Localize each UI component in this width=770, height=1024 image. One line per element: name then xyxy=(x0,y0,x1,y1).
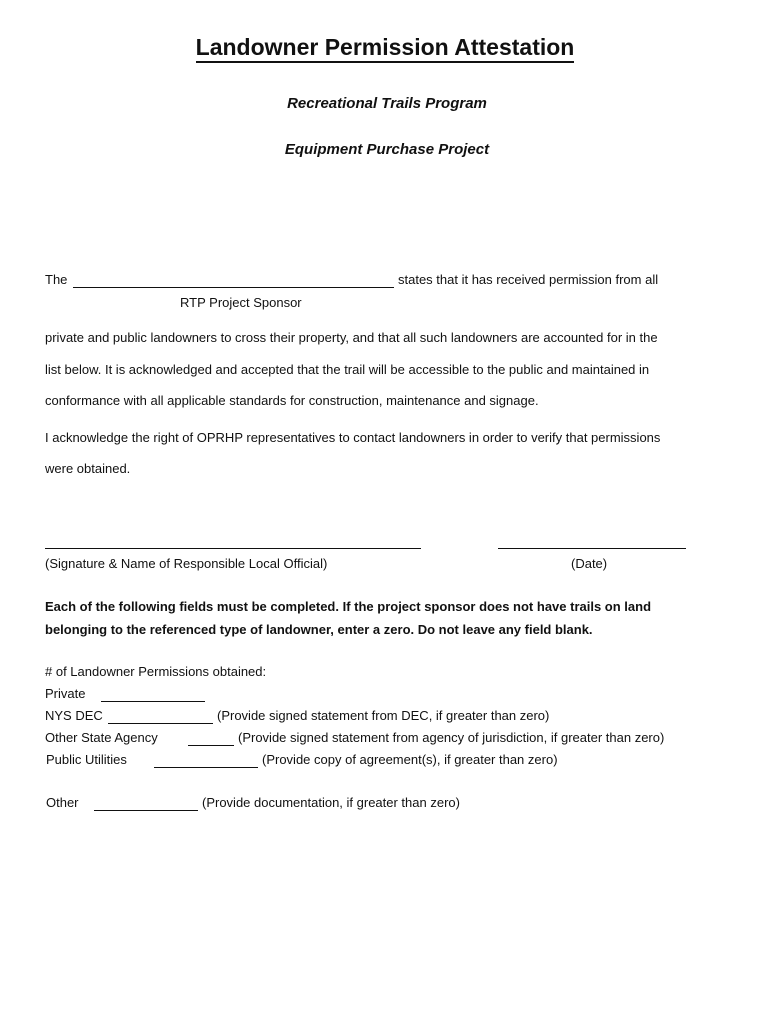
state-agency-note: (Provide signed statement from agency of jurisdiction, if greater than zero) xyxy=(238,730,665,745)
instructions-line2: belonging to the referenced type of landowner, enter a zero. Do not leave any field blank. xyxy=(45,622,593,637)
other-count-field[interactable] xyxy=(94,810,198,811)
state-agency-count-field[interactable] xyxy=(188,745,234,746)
private-count-field[interactable] xyxy=(101,701,205,702)
state-agency-label: Other State Agency xyxy=(45,730,158,745)
sponsor-caption: RTP Project Sponsor xyxy=(180,295,302,310)
project-subtitle: Equipment Purchase Project xyxy=(284,141,490,158)
sponsor-suffix: states that it has received permission from all xyxy=(398,272,659,287)
instructions-line1: Each of the following fields must be completed. If the project sponsor does not have trails on land xyxy=(45,599,652,614)
private-label: Private xyxy=(45,686,86,701)
date-field[interactable] xyxy=(498,548,686,549)
other-label: Other xyxy=(46,795,79,810)
permissions-heading: # of Landowner Permissions obtained: xyxy=(45,664,267,679)
paragraph1-line3: conformance with all applicable standards for construction, maintenance and signage. xyxy=(45,393,539,408)
signature-caption: (Signature & Name of Responsible Local Official) xyxy=(45,556,328,571)
nys-dec-count-field[interactable] xyxy=(108,723,213,724)
public-utilities-count-field[interactable] xyxy=(154,767,258,768)
signature-field[interactable] xyxy=(45,548,421,549)
date-caption: (Date) xyxy=(571,556,608,571)
other-note: (Provide documentation, if greater than zero) xyxy=(202,795,460,810)
nys-dec-note: (Provide signed statement from DEC, if greater than zero) xyxy=(217,708,550,723)
paragraph2-line2: were obtained. xyxy=(45,461,131,476)
paragraph1-line1: private and public landowners to cross their property, and that all such landowners are accounted for in the xyxy=(45,330,658,345)
paragraph1-line2: list below. It is acknowledged and accepted that the trail will be accessible to the public and maintained in xyxy=(45,362,650,377)
document-title xyxy=(0,34,770,61)
public-utilities-label: Public Utilities xyxy=(46,752,127,767)
sponsor-prefix: The xyxy=(45,272,68,287)
sponsor-name-field[interactable] xyxy=(73,287,394,288)
nys-dec-label: NYS DEC xyxy=(45,708,103,723)
program-subtitle: Recreational Trails Program xyxy=(287,95,487,112)
public-utilities-note: (Provide copy of agreement(s), if greater than zero) xyxy=(262,752,558,767)
paragraph2-line1: I acknowledge the right of OPRHP representatives to contact landowners in order to verify that permissions xyxy=(45,430,661,445)
document-title-text: Landowner Permission Attestation xyxy=(196,34,575,63)
